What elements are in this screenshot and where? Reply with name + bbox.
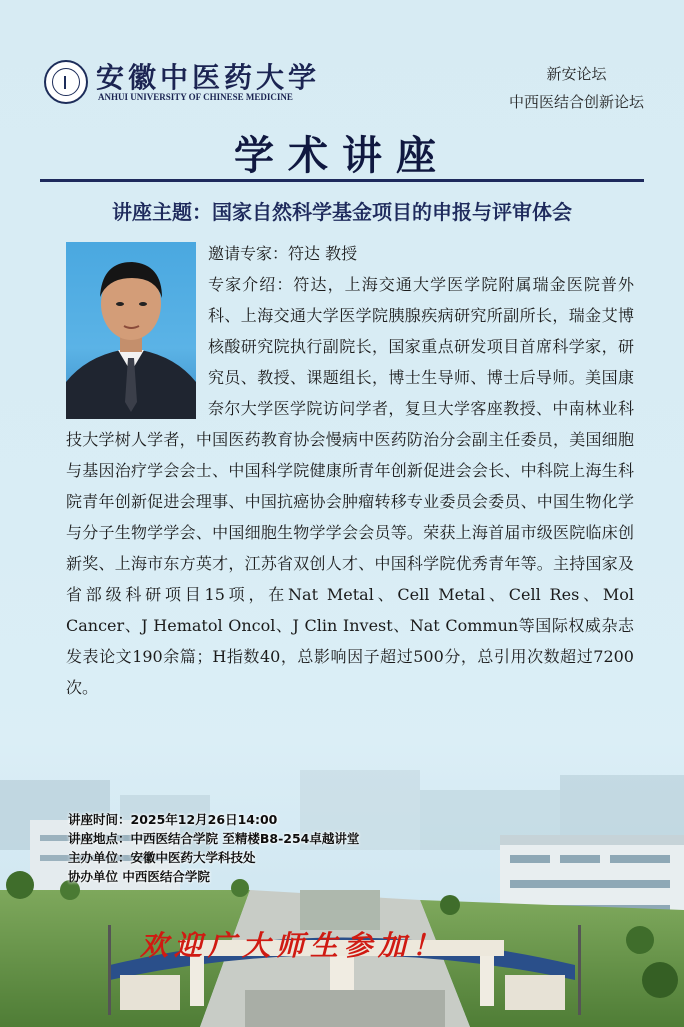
title-divider: [40, 179, 644, 182]
lecture-time: 讲座时间：2025年12月26日14:00: [68, 812, 278, 827]
lecture-info: [68, 810, 359, 886]
logo-emblem-icon: [52, 68, 80, 96]
forum-line-1: 新安论坛: [546, 65, 607, 83]
university-logo: [44, 60, 88, 104]
university-name-en: ANHUI UNIVERSITY OF CHINESE MEDICINE: [98, 92, 293, 102]
lecture-place: 讲座地点：中西医结合学院 至精楼B8-254卓越讲堂: [68, 831, 360, 846]
invited-speaker: 邀请专家：符达 教授: [208, 244, 358, 263]
welcome-slogan: 欢迎广大师生参加！: [140, 929, 447, 962]
forum-labels: [509, 60, 644, 116]
lecture-topic: 讲座主题：国家自然科学基金项目的申报与评审体会: [112, 200, 572, 224]
speaker-bio: 专家介绍：符达，上海交通大学医学院附属瑞金医院普外科、上海交通大学医学院胰腺疾病研究所副所长，瑞金艾博核酸研究院执行副院长，国家重点研发项目首席科学家，研究员、教授、课题组长，博士生导师、博士后导师。美国康奈尔大学医学院访问学者，复旦大学客座教授、中南林业科技大学树人学者，中国医药教育协会慢病中医药防治分会副主任委员，美国细胞与基因治疗学会会士、中国科学院健康所青年创新促进会会长、中科院上海生科院青年创新促进会理事、中国抗癌协会肿瘤转移专业委员会委员、中国生物化学与分子生物学学会、中国细胞生物学学会会员等。荣获上海首届市级医院临床创新奖、上海市东方英才，江苏省双创人才、中国科学院优秀青年等。主持国家及省部级科研项目15项，在Nat Metal、Cell Metal、Cell Res、Mol Cancer、J Hematol Oncol、J Clin Invest、Nat Commun等国际权威杂志发表论文190余篇；H指数40，总影响因子超过500分，总引用次数超过7200次。: [66, 275, 634, 697]
speaker-intro: [66, 238, 634, 703]
host-unit: 主办单位：安徽中医药大学科技处: [68, 850, 256, 865]
university-name-cn: 安徽中医药大学: [96, 61, 321, 94]
photo-spacer: [66, 238, 208, 424]
page-title: 学术讲座: [234, 132, 450, 179]
cohost-unit: 协办单位 中西医结合学院: [68, 869, 210, 884]
forum-line-2: 中西医结合创新论坛: [508, 93, 644, 111]
